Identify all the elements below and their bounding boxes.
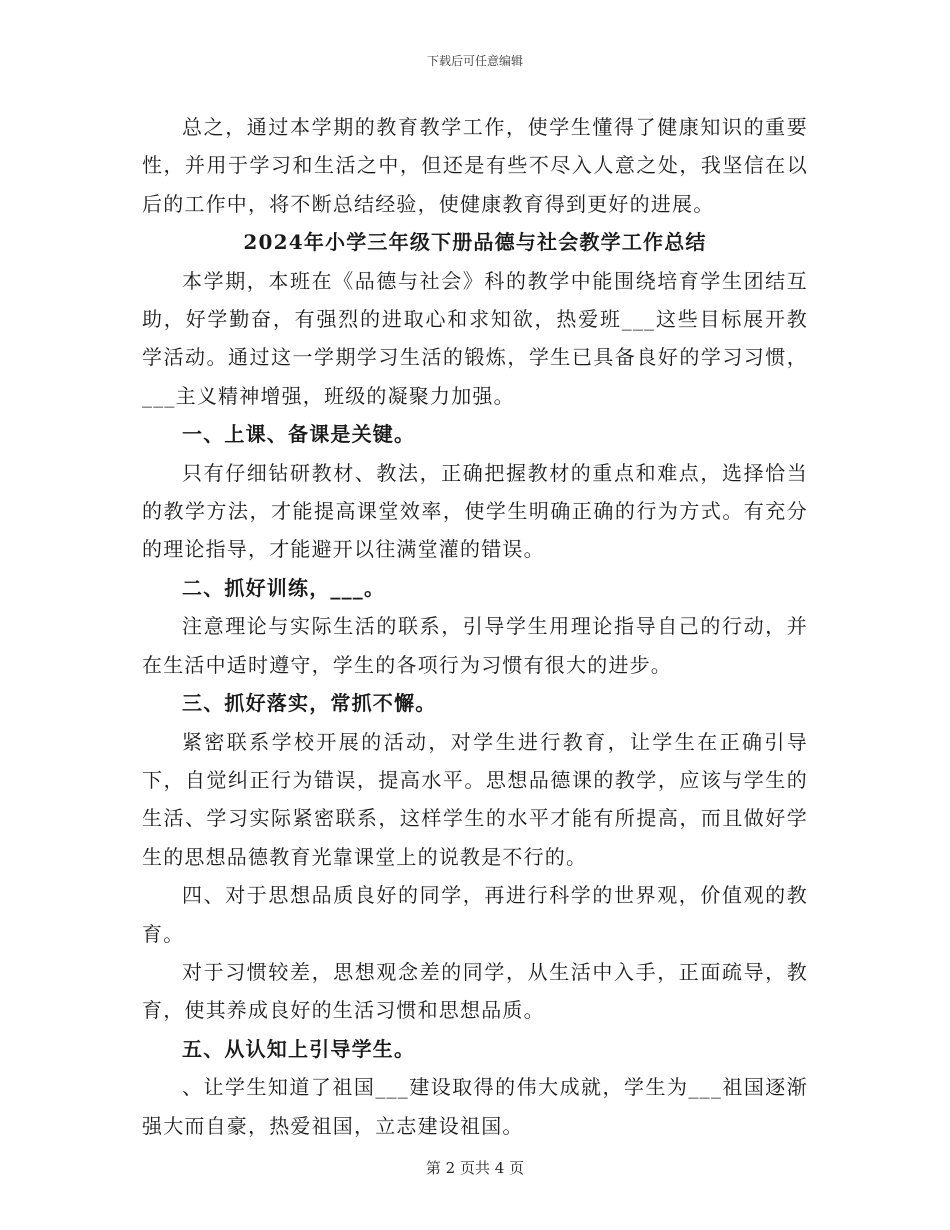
paragraph-1: 本学期，本班在《品德与社会》科的教学中能围绕培育学生团结互助，好学勤奋，有强烈的进取心和求知欲，热爱班___这些目标展开教学活动。通过这一学期学习生活的锻炼，学生已具备良好的学习习惯，___主义精神增强，班级的凝聚力加强。: [142, 268, 808, 408]
document-body: [142, 108, 808, 1145]
section-heading-1: 一、上课、备课是关键。: [182, 422, 416, 447]
paragraph-6: 对于习惯较差，思想观念差的同学，从生活中入手，正面疏导，教育，使其养成良好的生活习惯和思想品质。: [142, 959, 808, 1023]
page-number-footer: 第 2 页共 4 页: [425, 1159, 525, 1177]
section-heading-2: 二、抓好训练，___。: [182, 575, 386, 600]
paragraph-2: 只有仔细钻研教材、教法，正确把握教材的重点和难点，选择恰当的教学方法，才能提高课堂效率，使学生明确正确的行为方式。有充分的理论指导，才能避开以往满堂灌的错误。: [142, 460, 808, 562]
paragraph-5: 四、对于思想品质良好的同学，再进行科学的世界观，价值观的教育。: [142, 883, 808, 946]
paragraph-3: 注意理论与实际生活的联系，引导学生用理论指导自己的行动，并在生活中适时遵守，学生的各项行为习惯有很大的进步。: [142, 614, 808, 677]
paragraph-intro: 总之，通过本学期的教育教学工作，使学生懂得了健康知识的重要性，并用于学习和生活之中，但还是有些不尽入人意之处，我坚信在以后的工作中，将不断总结经验，使健康教育得到更好的进展。: [142, 115, 808, 216]
document-title: 2024年小学三年级下册品德与社会教学工作总结: [243, 230, 707, 255]
paragraph-7: 、让学生知道了祖国___建设取得的伟大成就，学生为___祖国逐渐强大而自豪，热爱祖国，立志建设祖国。: [142, 1075, 808, 1138]
section-heading-3: 三、抓好落实，常抓不懈。: [182, 691, 437, 716]
page-header: 下载后可任意编辑: [426, 54, 523, 68]
section-heading-5: 五、从认知上引导学生。: [182, 1036, 416, 1061]
paragraph-4: 紧密联系学校开展的活动，对学生进行教育，让学生在正确引导下，自觉纠正行为错误，提高水平。思想品德课的教学，应该与学生的生活、学习实际紧密联系，这样学生的水平才能有所提高，而且做好学生的思想品德教育光靠课堂上的说教是不行的。: [142, 729, 808, 869]
